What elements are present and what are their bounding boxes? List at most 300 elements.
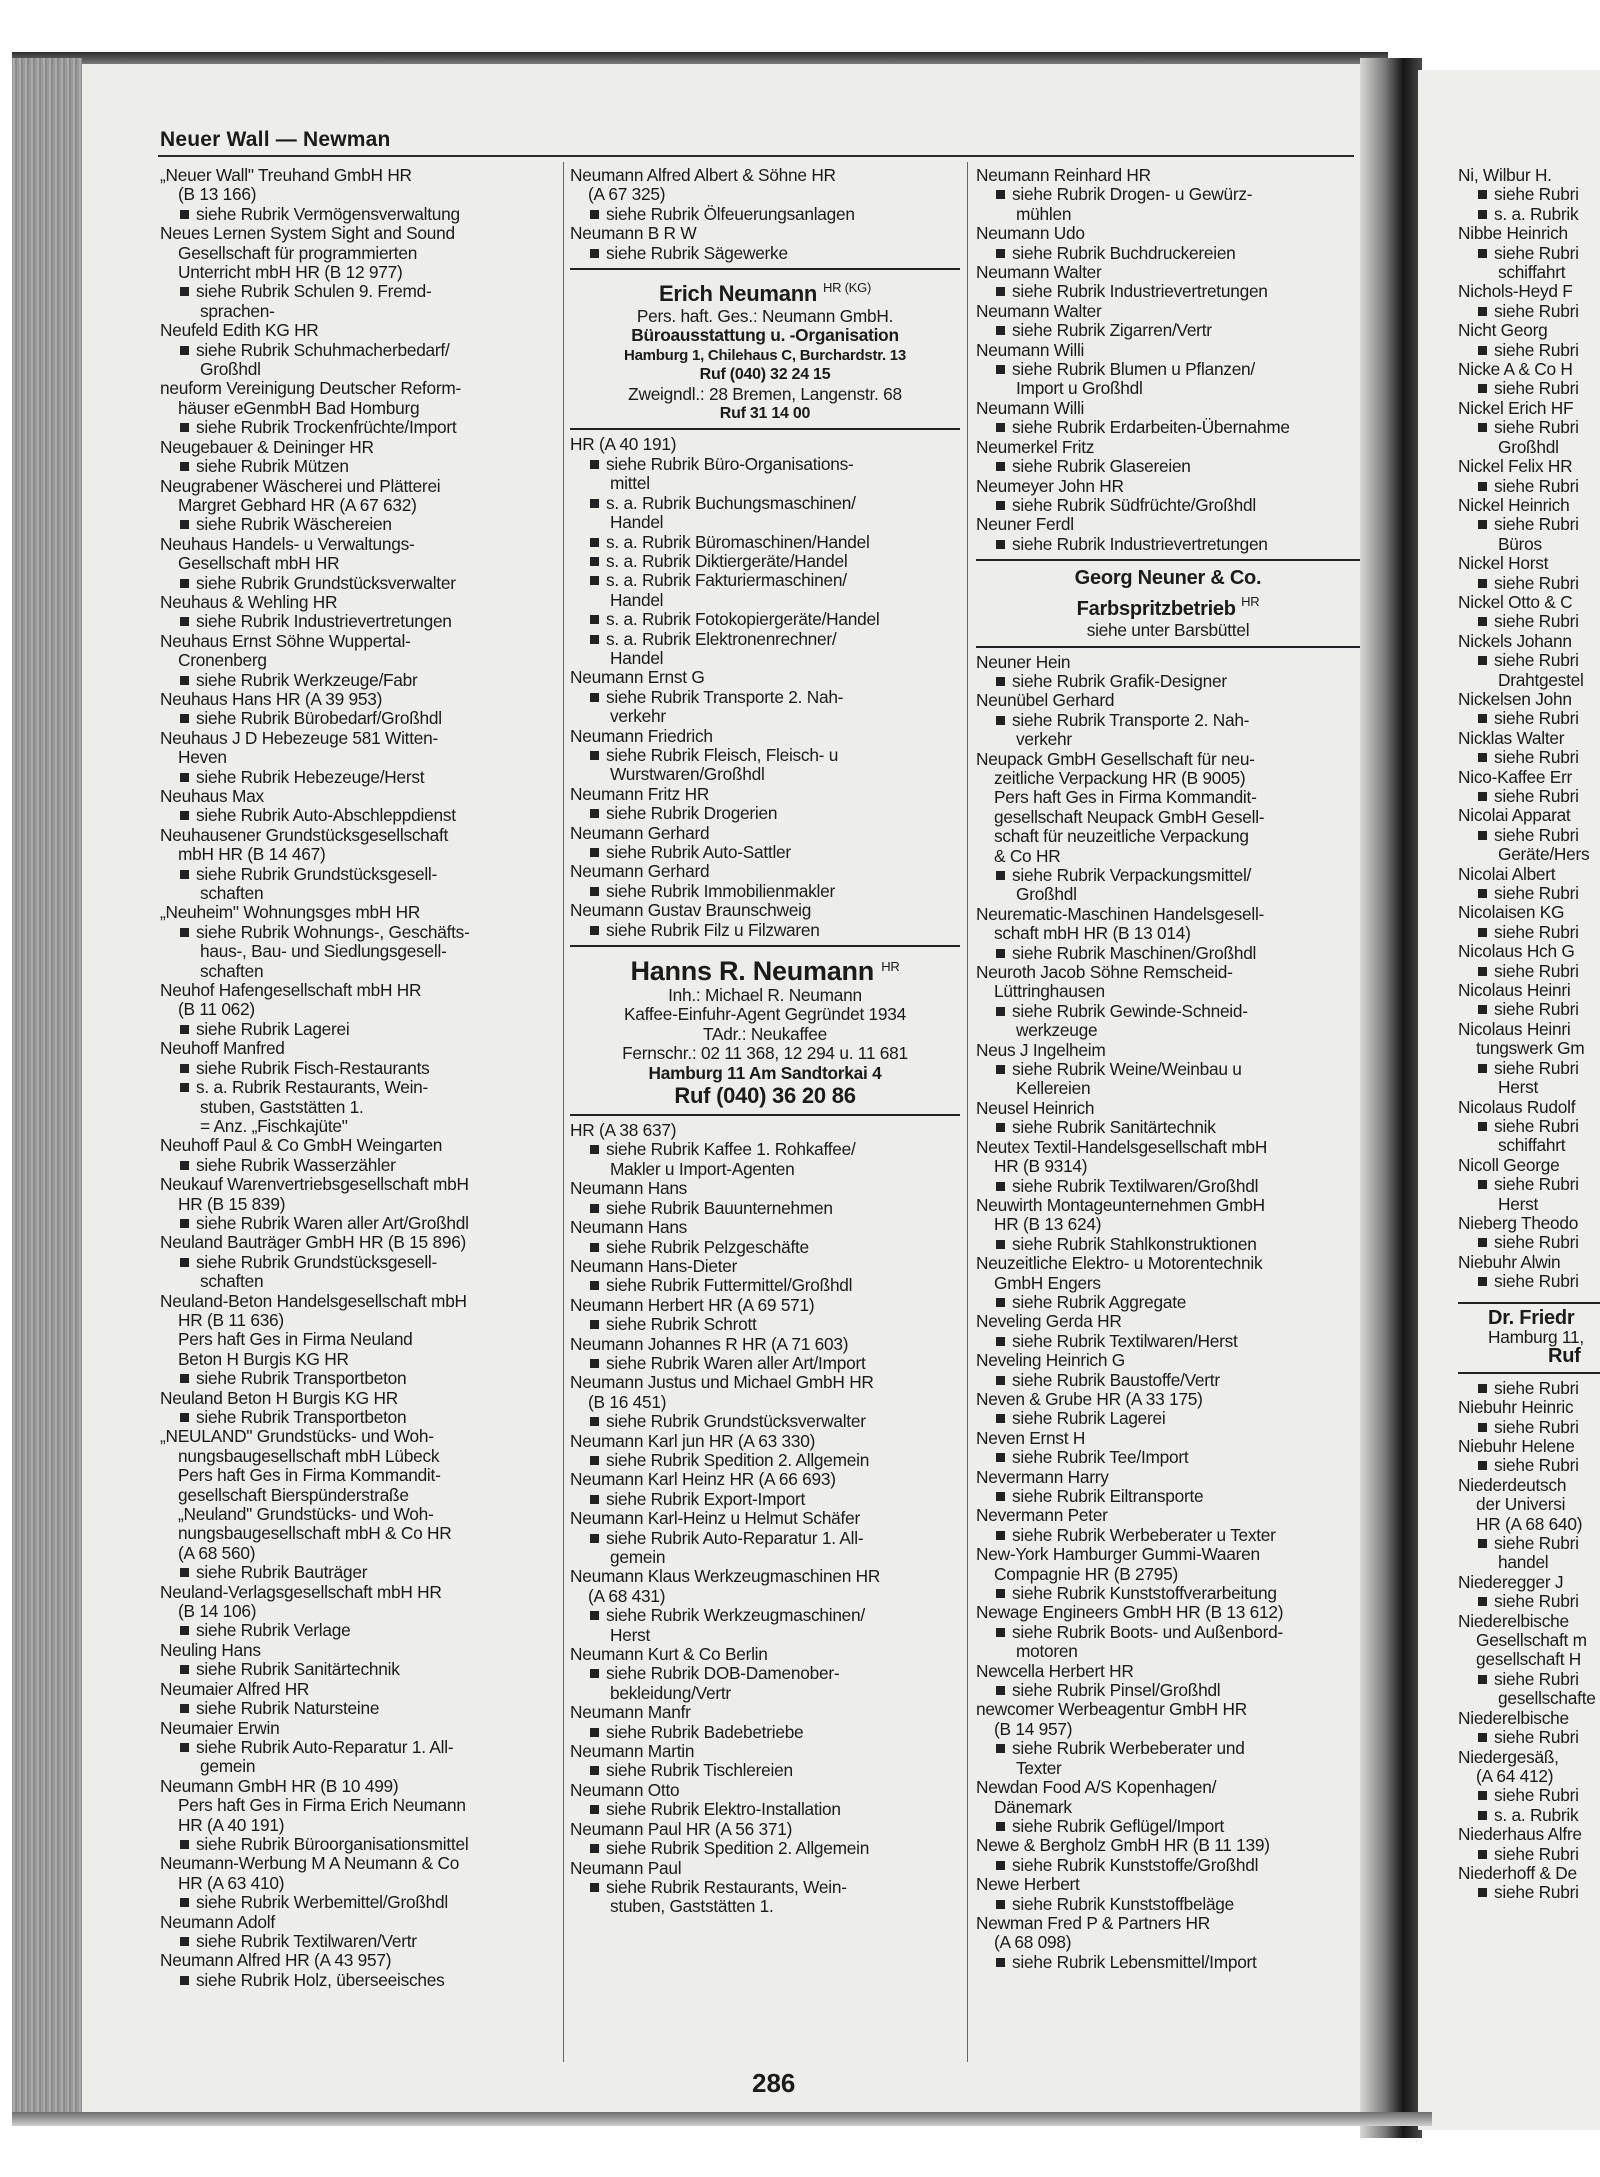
entry-line: (B 11 062) <box>178 999 255 1020</box>
bullet-icon <box>180 1258 189 1267</box>
rubrik-reference: siehe Rubri <box>1458 1786 1600 1805</box>
rubrik-reference: siehe Rubrik Werbeberater und <box>976 1739 1360 1758</box>
entry-name: Neumann Reinhard HR <box>976 165 1151 185</box>
entry-line: Großhdl <box>200 359 261 380</box>
rubrik-reference: siehe Rubri <box>1458 962 1600 981</box>
rubrik-reference: siehe Rubrik Badebetriebe <box>570 1723 960 1742</box>
directory-entry <box>570 224 960 263</box>
bullet-icon <box>996 287 1005 296</box>
entry-line: tungswerk Gm <box>1476 1038 1585 1059</box>
entry-name: „Neuer Wall" Treuhand GmbH HR <box>160 165 412 185</box>
directory-entry <box>160 1389 560 1428</box>
rubrik-reference: siehe Rubrik Lebensmittel/Import <box>976 1953 1360 1972</box>
entry-line: Handel <box>610 512 664 533</box>
entry-name: Neuhof Hafengesellschaft mbH HR <box>160 980 422 1001</box>
col3-top-entries <box>976 166 1360 554</box>
directory-entry <box>160 1719 560 1777</box>
entry-name: Neuhaus Handels- u Verwaltungs- <box>160 533 415 554</box>
entry-line: stuben, Gaststätten 1. <box>610 1896 774 1917</box>
bullet-icon <box>590 926 599 935</box>
rubrik-reference: siehe Rubrik Natursteine <box>160 1699 560 1718</box>
rubrik-reference: siehe Rubri <box>1458 574 1600 593</box>
rubrik-reference: siehe Rubrik Werbeberater u Texter <box>976 1526 1360 1545</box>
advert-line: TAdr.: Neukaffee <box>702 1023 828 1044</box>
rubrik-reference: siehe Rubrik Export-Import <box>570 1490 960 1509</box>
bullet-icon <box>1478 714 1487 723</box>
rubrik-reference: siehe Rubrik Werkzeuge/Fabr <box>160 671 560 690</box>
rubrik-reference: siehe Rubrik Boots- und Außenbord- <box>976 1623 1360 1642</box>
bullet-icon <box>180 462 189 471</box>
entry-name: Neumann Martin <box>570 1741 695 1762</box>
entry-name: Niedergesäß, <box>1458 1746 1559 1767</box>
rubrik-reference: siehe Rubrik Grundstücksverwalter <box>570 1412 960 1431</box>
rubrik-reference: siehe Rubrik Glasereien <box>976 457 1360 476</box>
entry-name: Neugrabener Wäscherei und Plätterei <box>160 475 441 496</box>
directory-entry <box>1458 1156 1600 1214</box>
advert-phone: Ruf 31 14 00 <box>719 405 811 423</box>
bullet-icon <box>590 1728 599 1737</box>
directory-entry <box>160 379 560 437</box>
rubrik-reference: s. a. Rubrik Diktiergeräte/Handel <box>570 552 960 571</box>
rubrik-reference: siehe Rubrik Futtermittel/Großhdl <box>570 1276 960 1295</box>
entry-name: Newe & Bergholz GmbH HR (B 11 139) <box>976 1835 1270 1856</box>
entry-name: Nicklas Walter <box>1458 727 1565 748</box>
directory-entry <box>1458 1379 1600 1398</box>
directory-entry <box>570 1296 960 1335</box>
bullet-icon <box>1478 1539 1487 1548</box>
directory-entry <box>1458 224 1600 282</box>
entry-name: Neunübel Gerhard <box>976 690 1115 711</box>
entry-name: Niederhaus Alfre <box>1458 1824 1582 1845</box>
rubrik-reference: siehe Rubrik Weine/Weinbau u <box>976 1060 1360 1079</box>
bullet-icon <box>1478 967 1487 976</box>
directory-entry <box>1458 1612 1600 1709</box>
rubrik-reference: siehe Rubrik Drogen- u Gewürz- <box>976 185 1360 204</box>
bullet-icon <box>180 1743 189 1752</box>
col2-bottom-entries <box>570 1121 960 1917</box>
entry-line: Wurstwaren/Großhdl <box>610 764 765 785</box>
entry-name: Neumann Karl-Heinz u Helmut Schäfer <box>570 1508 860 1529</box>
rubrik-reference: siehe Rubri <box>1458 1592 1600 1611</box>
directory-entry <box>976 438 1360 477</box>
directory-entry <box>976 1390 1360 1429</box>
directory-entry <box>976 1662 1360 1701</box>
entry-line: schaft mbH HR (B 13 014) <box>994 923 1191 944</box>
directory-entry <box>1458 1709 1600 1748</box>
bullet-icon <box>1478 210 1487 219</box>
entry-name: newcomer Werbeagentur GmbH HR <box>976 1699 1247 1720</box>
directory-entry <box>976 1351 1360 1390</box>
directory-entry <box>976 905 1360 963</box>
entry-name: Neuzeitliche Elektro- u Motorentechnik <box>976 1253 1263 1274</box>
entry-name: Neumann GmbH HR (B 10 499) <box>160 1775 399 1796</box>
entry-name: New-York Hamburger Gummi-Waaren <box>976 1544 1260 1565</box>
bullet-icon <box>996 1958 1005 1967</box>
entry-name: Neumann Friedrich <box>570 725 713 746</box>
bullet-icon <box>1478 1597 1487 1606</box>
entry-name: Niederdeutsch <box>1458 1474 1567 1495</box>
entry-name: Nickels Johann <box>1458 630 1572 651</box>
entry-name: Niederelbische <box>1458 1610 1569 1631</box>
rubrik-reference: siehe Rubri <box>1458 826 1600 845</box>
advert-erich-neumann <box>570 268 960 430</box>
entry-line: (A 64 412) <box>1476 1765 1554 1786</box>
directory-entry <box>1458 282 1600 321</box>
bullet-icon <box>996 1589 1005 1598</box>
entry-name: Nickel Erich HF <box>1458 397 1574 418</box>
directory-entry <box>1458 865 1600 904</box>
bullet-icon <box>180 346 189 355</box>
bullet-icon <box>1478 753 1487 762</box>
advert-line: Hamburg 11, <box>1488 1326 1584 1347</box>
column-3 <box>976 166 1360 1972</box>
page-number: 286 <box>752 2068 796 2098</box>
directory-entry <box>1458 1020 1600 1098</box>
bullet-icon <box>590 460 599 469</box>
bullet-icon <box>1478 1811 1487 1820</box>
bullet-icon <box>1478 1675 1487 1684</box>
rubrik-reference: siehe Rubrik Wohnungs-, Geschäfts- <box>160 923 560 942</box>
entry-line: Heven <box>178 747 227 768</box>
entry-name: Neumaier Alfred HR <box>160 1678 310 1699</box>
entry-name: Nico-Kaffee Err <box>1458 766 1573 787</box>
entry-name: Newage Engineers GmbH HR (B 13 612) <box>976 1602 1284 1623</box>
bullet-icon <box>590 1456 599 1465</box>
bullet-icon <box>996 540 1005 549</box>
directory-entry <box>976 1875 1360 1914</box>
bullet-icon <box>590 635 599 644</box>
advert-line: Hamburg 1, Chilehaus C, Burchardstr. 13 <box>624 346 906 364</box>
entry-line: werkzeuge <box>1016 1020 1098 1041</box>
directory-entry <box>570 166 960 224</box>
directory-entry <box>1458 632 1600 690</box>
rubrik-reference: siehe Rubri <box>1458 302 1600 321</box>
bullet-icon <box>180 1568 189 1577</box>
entry-line: HR (B 11 636) <box>178 1309 284 1330</box>
entry-name: „Neuheim" Wohnungsges mbH HR <box>160 902 421 923</box>
entry-name: Nicolaus Heinri <box>1458 980 1571 1001</box>
directory-entry <box>976 963 1360 1041</box>
directory-entry <box>160 593 560 632</box>
column-divider <box>967 162 968 2062</box>
entry-name: Neuner Hein <box>976 651 1071 672</box>
entry-name: Nicke A & Co H <box>1458 359 1573 380</box>
rubrik-reference: siehe Rubrik Industrievertretungen <box>976 282 1360 301</box>
entry-name: Nicolaisen KG <box>1458 902 1565 923</box>
bullet-icon <box>1478 617 1487 626</box>
directory-entry <box>160 1427 560 1582</box>
entry-name: Nevermann Harry <box>976 1466 1109 1487</box>
entry-line: schaften <box>200 1271 264 1292</box>
directory-entry <box>160 166 560 224</box>
entry-name: Neumann Willi <box>976 339 1085 360</box>
entry-name: HR (A 40 191) <box>570 434 677 455</box>
directory-entry <box>570 1373 960 1431</box>
directory-entry <box>160 787 560 826</box>
entry-line: Pers haft Ges in Firma Kommandit- <box>178 1465 441 1486</box>
entry-line: Büros <box>1498 533 1542 554</box>
rubrik-reference: siehe Rubrik Kunststoffverarbeitung <box>976 1584 1360 1603</box>
directory-entry <box>570 1218 960 1257</box>
entry-name: Neumann Kurt & Co Berlin <box>570 1644 768 1665</box>
entry-line: Import u Großhdl <box>1016 378 1143 399</box>
directory-entry <box>160 535 560 593</box>
directory-entry <box>1458 1253 1600 1292</box>
rubrik-reference: siehe Rubrik Geflügel/Import <box>976 1817 1360 1836</box>
entry-name: Nicolaus Rudolf <box>1458 1096 1576 1117</box>
rubrik-reference: siehe Rubrik Erdarbeiten-Übernahme <box>976 418 1360 437</box>
advert-dr-friedr <box>1458 1302 1600 1374</box>
bullet-icon <box>1478 656 1487 665</box>
entry-line: Geräte/Hers <box>1498 844 1590 865</box>
entry-line: bekleidung/Vertr <box>610 1682 731 1703</box>
advert-line: Zweigndl.: 28 Bremen, Langenstr. 68 <box>628 383 902 404</box>
entry-name: Neveling Gerda HR <box>976 1311 1122 1332</box>
bullet-icon <box>1478 423 1487 432</box>
bullet-icon <box>180 1898 189 1907</box>
directory-entry <box>976 653 1360 692</box>
entry-name: Neuland Bauträger GmbH HR (B 15 896) <box>160 1232 467 1253</box>
rubrik-reference: siehe Rubrik Lagerei <box>976 1409 1360 1428</box>
entry-name: HR (A 38 637) <box>570 1120 677 1141</box>
directory-entry <box>976 341 1360 399</box>
directory-entry <box>1458 903 1600 942</box>
rubrik-reference: siehe Rubrik Schrott <box>570 1315 960 1334</box>
rubrik-reference: siehe Rubri <box>1458 1175 1600 1194</box>
bullet-icon <box>180 1626 189 1635</box>
entry-line: „Neuland" Grundstücks- und Woh- <box>178 1504 434 1525</box>
rubrik-reference: siehe Rubrik Büroorganisationsmittel <box>160 1835 560 1854</box>
col2-mid-entries <box>570 435 960 940</box>
directory-entry <box>160 981 560 1039</box>
bullet-icon <box>180 579 189 588</box>
bullet-icon <box>180 1937 189 1946</box>
bullet-icon <box>180 520 189 529</box>
bullet-icon <box>996 677 1005 686</box>
bullet-icon <box>996 501 1005 510</box>
entry-name: Neuling Hans <box>160 1639 261 1660</box>
bullet-icon <box>1478 384 1487 393</box>
advert-line: Inh.: Michael R. Neumann <box>668 985 862 1006</box>
bullet-icon <box>590 576 599 585</box>
entry-line: HR (A 63 410) <box>178 1872 285 1893</box>
entry-line: zeitliche Verpackung HR (B 9005) <box>994 767 1246 788</box>
bullet-icon <box>996 190 1005 199</box>
directory-entry <box>976 691 1360 749</box>
entry-name: Neumann Walter <box>976 262 1102 283</box>
bullet-icon <box>590 1534 599 1543</box>
bullet-icon <box>180 1219 189 1228</box>
bullet-icon <box>590 557 599 566</box>
bullet-icon <box>1478 1461 1487 1470</box>
entry-name: Neumann Hans <box>570 1217 688 1238</box>
entry-line: gesellschaft Neupack GmbH Gesell- <box>994 806 1265 827</box>
directory-entry <box>976 1603 1360 1661</box>
entry-name: Neuhoff Paul & Co GmbH Weingarten <box>160 1135 443 1156</box>
entry-line: Handel <box>610 589 664 610</box>
rubrik-reference: siehe Rubri <box>1458 1000 1600 1019</box>
entry-line: motoren <box>1016 1641 1078 1662</box>
bullet-icon <box>1478 346 1487 355</box>
advert-hanns-neumann <box>570 945 960 1116</box>
rubrik-reference: siehe Rubrik Wäschereien <box>160 515 560 534</box>
bullet-icon <box>996 249 1005 258</box>
directory-entry <box>570 1509 960 1567</box>
directory-entry <box>976 1700 1360 1778</box>
directory-entry <box>976 1429 1360 1468</box>
directory-entry <box>570 1781 960 1820</box>
entry-line: (A 68 098) <box>994 1932 1072 1953</box>
bullet-icon <box>590 1145 599 1154</box>
entry-name: Neusel Heinrich <box>976 1097 1095 1118</box>
bullet-icon <box>180 928 189 937</box>
rubrik-reference: siehe Rubrik Werkzeugmaschinen/ <box>570 1606 960 1625</box>
rubrik-reference: siehe Rubri <box>1458 1233 1600 1252</box>
rubrik-reference: siehe Rubrik Spedition 2. Allgemein <box>570 1451 960 1470</box>
entry-name: neuform Vereinigung Deutscher Reform- <box>160 378 462 399</box>
rubrik-reference: s. a. Rubrik Buchungsmaschinen/ <box>570 494 960 513</box>
entry-line: schiffahrt <box>1498 1135 1566 1156</box>
directory-entry <box>976 750 1360 905</box>
bullet-icon <box>1478 482 1487 491</box>
entry-name: Niebuhr Helene <box>1458 1436 1575 1456</box>
directory-entry <box>570 435 960 668</box>
bullet-icon <box>590 1320 599 1329</box>
entry-name: Neuhaus Ernst Söhne Wuppertal- <box>160 630 411 651</box>
bullet-icon <box>1478 1277 1487 1286</box>
entry-line: sprachen- <box>200 300 275 321</box>
entry-name: Neumann Hans <box>570 1178 688 1199</box>
entry-line: der Universi <box>1476 1494 1566 1515</box>
directory-entry <box>160 1136 560 1175</box>
entry-name: Neuhaus J D Hebezeuge 581 Witten- <box>160 727 439 748</box>
entry-name: Neuroth Jacob Söhne Remscheid- <box>976 962 1233 983</box>
entry-line: HR (B 13 624) <box>994 1214 1102 1235</box>
bullet-icon <box>590 1883 599 1892</box>
rubrik-reference: siehe Rubrik Grundstücksgesell- <box>160 1253 560 1272</box>
advert-subtitle: Farbspritzbetrieb $^{HR}$ <box>1076 594 1260 621</box>
entry-line: Pers haft Ges in Firma Erich Neumann <box>178 1795 466 1816</box>
bullet-icon <box>1478 1423 1487 1432</box>
rubrik-reference: siehe Rubri <box>1458 709 1600 728</box>
bullet-icon <box>996 1531 1005 1540</box>
bullet-icon <box>180 811 189 820</box>
directory-entry <box>1458 768 1600 807</box>
bullet-icon <box>1478 1005 1487 1014</box>
entry-name: Neveling Heinrich G <box>976 1350 1125 1371</box>
entry-line: Großhdl <box>1016 884 1077 905</box>
entry-name: Neumann Otto <box>570 1779 680 1800</box>
advert-title: Erich Neumann $^{HR (KG)}$ <box>658 280 872 307</box>
directory-entry <box>570 862 960 901</box>
bullet-icon <box>180 210 189 219</box>
rubrik-reference: siehe Rubri <box>1458 923 1600 942</box>
rubrik-reference: siehe Rubrik Gewinde-Schneid- <box>976 1002 1360 1021</box>
rubrik-reference: siehe Rubri <box>1458 1670 1600 1689</box>
entry-name: Neurematic-Maschinen Handelsgesell- <box>976 903 1265 924</box>
entry-line: mühlen <box>1016 203 1072 224</box>
rubrik-reference: siehe Rubrik Werbemittel/Großhdl <box>160 1893 560 1912</box>
bullet-icon <box>590 249 599 258</box>
entry-name: Nicolai Albert <box>1458 863 1556 884</box>
rubrik-reference: siehe Rubri <box>1458 1456 1600 1475</box>
directory-entry <box>1458 457 1600 496</box>
bullet-icon <box>996 1240 1005 1249</box>
entry-name: Niederelbische <box>1458 1707 1569 1728</box>
bullet-icon <box>996 1337 1005 1346</box>
rubrik-reference: siehe Rubri <box>1458 612 1600 631</box>
rubrik-reference: siehe Rubrik Filz u Filzwaren <box>570 921 960 940</box>
bullet-icon <box>180 1064 189 1073</box>
entry-name: Neumann Karl Heinz HR (A 66 693) <box>570 1469 836 1490</box>
entry-name: Neumann Gustav Braunschweig <box>570 900 812 921</box>
directory-entry <box>160 1583 560 1641</box>
directory-entry <box>160 321 560 379</box>
bullet-icon <box>180 1374 189 1383</box>
rubrik-reference: siehe Rubrik DOB-Damenober- <box>570 1664 960 1683</box>
bullet-icon <box>590 615 599 624</box>
rubrik-reference: siehe Rubrik Transporte 2. Nah- <box>570 688 960 707</box>
rubrik-reference: s. a. Rubrik <box>1458 1806 1600 1825</box>
bullet-icon <box>590 1417 599 1426</box>
rubrik-reference: siehe Rubrik Auto-Abschleppdienst <box>160 806 560 825</box>
entry-name: Neuwirth Montageunternehmen GmbH <box>976 1194 1265 1215</box>
rubrik-reference: siehe Rubri <box>1458 1845 1600 1864</box>
directory-entry <box>1458 1825 1600 1864</box>
entry-line: (B 14 957) <box>994 1718 1073 1739</box>
bullet-icon <box>996 1007 1005 1016</box>
directory-entry <box>1458 806 1600 864</box>
rubrik-reference: siehe Rubrik Fisch-Restaurants <box>160 1059 560 1078</box>
bullet-icon <box>1478 1064 1487 1073</box>
directory-entry <box>160 903 560 981</box>
entry-line: (A 68 431) <box>588 1585 666 1606</box>
rubrik-reference: siehe Rubri <box>1458 787 1600 806</box>
directory-entry <box>160 1641 560 1680</box>
advert-phone: Ruf (040) 36 20 86 <box>674 1083 856 1109</box>
entry-name: Neven Ernst H <box>976 1427 1086 1448</box>
bullet-icon <box>590 1495 599 1504</box>
rubrik-reference: siehe Rubrik Bürobedarf/Großhdl <box>160 709 560 728</box>
directory-entry <box>1458 1214 1600 1253</box>
entry-name: Neukauf Warenvertriebsgesellschaft mbH <box>160 1174 469 1195</box>
directory-entry <box>976 1254 1360 1312</box>
rubrik-reference: siehe Rubrik Trockenfrüchte/Import <box>160 418 560 437</box>
entry-line: HR (A 68 640) <box>1476 1513 1583 1534</box>
running-head: Neuer Wall — Newman <box>160 128 391 151</box>
bullet-icon <box>590 1669 599 1678</box>
bullet-icon <box>996 1744 1005 1753</box>
directory-entry <box>976 263 1360 302</box>
directory-entry <box>976 1196 1360 1254</box>
rubrik-reference: siehe Rubri <box>1458 1728 1600 1747</box>
rubrik-reference: s. a. Rubrik Restaurants, Wein- <box>160 1078 560 1097</box>
bullet-icon <box>590 1844 599 1853</box>
directory-entry <box>1458 1573 1600 1612</box>
directory-entry <box>1458 593 1600 632</box>
rubrik-reference: siehe Rubrik Transportbeton <box>160 1408 560 1427</box>
rubrik-reference: siehe Rubri <box>1458 884 1600 903</box>
col3-bottom-entries <box>976 653 1360 1973</box>
bullet-icon <box>996 1492 1005 1501</box>
rubrik-reference: siehe Rubrik Waren aller Art/Großhdl <box>160 1214 560 1233</box>
directory-entry <box>160 1913 560 1952</box>
entry-name: Neumann Ernst G <box>570 667 705 688</box>
bullet-icon <box>1478 190 1487 199</box>
rubrik-reference: siehe Rubrik Südfrüchte/Großhdl <box>976 496 1360 515</box>
col4-bottom-entries <box>1458 1379 1600 1903</box>
entry-line: Gesellschaft m <box>1476 1630 1587 1651</box>
